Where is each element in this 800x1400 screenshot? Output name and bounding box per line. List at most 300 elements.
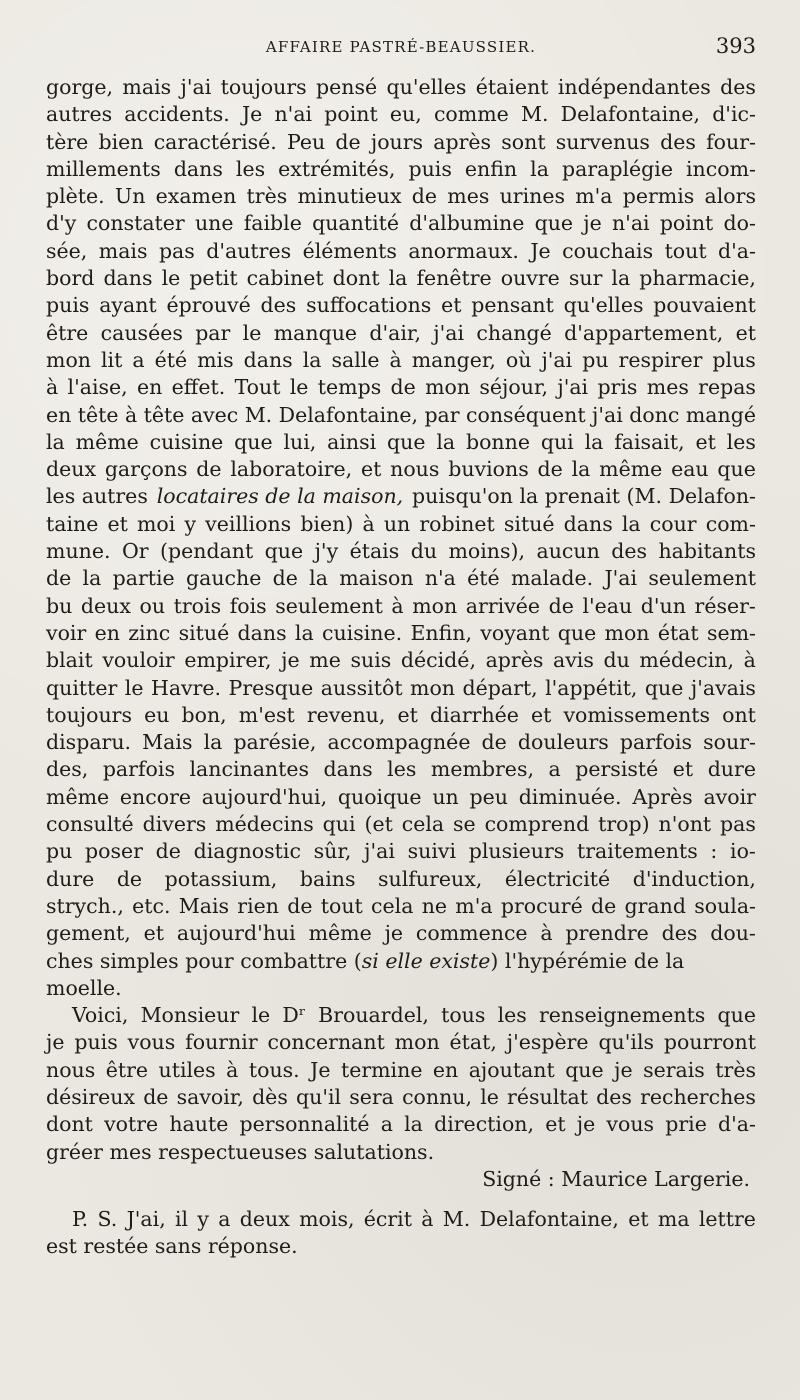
word: sulfureux, <box>378 866 483 891</box>
word: faisait, <box>614 429 685 454</box>
text-line <box>46 1002 756 1029</box>
word: soula- <box>694 893 756 918</box>
word: vomissements <box>563 702 711 727</box>
word: pensant <box>471 293 554 318</box>
word: vouloir <box>102 648 175 673</box>
word: d'appartement, <box>564 320 724 345</box>
word: bonne <box>465 429 530 454</box>
word: bien <box>98 129 144 154</box>
word: dans <box>173 156 223 181</box>
word: voyant <box>480 620 550 645</box>
text-line <box>46 756 756 783</box>
word: concernant <box>267 1030 385 1055</box>
word: deux <box>239 1207 290 1232</box>
text-line <box>46 1084 756 1111</box>
word: dans <box>103 266 153 291</box>
text-line <box>46 620 756 647</box>
word: changé <box>476 320 552 345</box>
word: d'a- <box>718 1112 756 1137</box>
word: mais <box>98 238 148 263</box>
word: potassium, <box>164 866 278 891</box>
word: accompagnée <box>327 730 471 755</box>
word: repas <box>698 375 756 400</box>
word: je <box>46 1030 65 1055</box>
word: la <box>571 457 591 482</box>
word: sera <box>349 1084 394 1109</box>
word: fois <box>229 593 267 618</box>
word: de <box>46 566 72 591</box>
word: à <box>391 593 404 618</box>
word: à <box>389 347 402 372</box>
word: n'a <box>424 566 456 591</box>
text-line-last: gréer mes respectueuses salutations. <box>46 1139 435 1164</box>
word: des <box>260 293 297 318</box>
word: m'est <box>238 702 295 727</box>
word: le <box>289 375 309 400</box>
word: je <box>583 211 602 236</box>
word: mon <box>412 593 458 618</box>
text-line <box>46 101 756 128</box>
word: donc <box>629 402 680 427</box>
word: de <box>143 1084 169 1109</box>
word: je <box>384 921 404 946</box>
word: de <box>287 893 313 918</box>
word: millements <box>46 156 161 181</box>
word: ainsi <box>327 429 377 454</box>
spacer <box>46 1193 756 1206</box>
word: membres, <box>430 757 534 782</box>
word: direction, <box>434 1112 535 1137</box>
word: étais <box>349 539 400 564</box>
word: trois <box>173 593 222 618</box>
word: procuré <box>500 893 583 918</box>
line-text-before <box>46 948 684 975</box>
word: sour- <box>703 730 756 755</box>
word: : <box>710 839 718 864</box>
word: quantité <box>312 211 399 236</box>
word: garçons <box>104 457 188 482</box>
text-line <box>46 129 756 156</box>
word: comprend <box>484 812 590 837</box>
word: veillions <box>205 511 292 536</box>
word: ne <box>421 893 448 918</box>
word: permis <box>622 184 695 209</box>
word: Dʳ <box>282 1003 306 1028</box>
word: manque <box>273 320 358 345</box>
word: a <box>218 1207 231 1232</box>
word: a <box>132 347 145 372</box>
word: respirer <box>618 347 703 372</box>
word: pu <box>46 839 73 864</box>
word: gauche <box>185 566 262 591</box>
word: où <box>505 347 532 372</box>
word: vous <box>606 1112 655 1137</box>
word: vous <box>127 1030 176 1055</box>
word: de <box>116 866 143 891</box>
text-line <box>46 702 756 729</box>
word: qu'elles <box>386 75 467 99</box>
word: j'espère <box>506 1030 589 1055</box>
word: lit <box>100 347 123 372</box>
word: voir <box>46 620 87 645</box>
text-line-last: est restée sans réponse. <box>46 1234 298 1259</box>
word: état, <box>449 1030 497 1055</box>
text-line <box>46 456 756 483</box>
word: je <box>614 1057 633 1082</box>
word: des <box>661 921 698 946</box>
word: à <box>421 1207 434 1232</box>
word: mes <box>447 184 490 209</box>
word: même <box>308 921 372 946</box>
word: y <box>197 1207 209 1232</box>
word: y <box>184 511 197 536</box>
word: j'ai <box>557 375 589 400</box>
word: avec <box>190 402 239 427</box>
word: P. <box>72 1207 89 1232</box>
word: avis <box>552 648 594 673</box>
word: ou <box>139 593 166 618</box>
word: me <box>309 648 341 673</box>
line-text-before: les autres <box>46 484 148 509</box>
word: rien <box>237 893 279 918</box>
text-line <box>46 811 756 838</box>
word: enfin <box>464 156 518 181</box>
word: taine <box>46 511 99 536</box>
word: il <box>175 1207 189 1232</box>
word: en <box>432 1057 459 1082</box>
word: pu <box>582 347 609 372</box>
word: d'air, <box>369 320 421 345</box>
word: eu <box>144 702 170 727</box>
word: j'avais <box>690 675 756 700</box>
word: ouvre <box>500 266 560 291</box>
word: suivi <box>407 839 457 864</box>
word: qui <box>540 429 574 454</box>
word: savoir, <box>176 1084 244 1109</box>
word: état <box>657 620 699 645</box>
word: termine <box>340 1057 423 1082</box>
text-line <box>46 1206 756 1233</box>
word: Mais <box>142 730 193 755</box>
word: la <box>46 429 65 454</box>
word: lettre <box>698 1207 756 1232</box>
word: moi <box>136 511 176 536</box>
word: M. <box>520 102 549 127</box>
word: j'ai <box>541 347 573 372</box>
word: (pendant <box>159 539 254 564</box>
page-number: 393 <box>715 34 756 58</box>
word: de <box>411 184 438 209</box>
word: recherches <box>640 1084 756 1109</box>
word: conséquent <box>466 402 586 427</box>
word: suis <box>350 648 392 673</box>
word: dou- <box>710 921 756 946</box>
text-line <box>46 402 756 429</box>
word: décidé, <box>400 648 476 673</box>
word: tout <box>320 893 363 918</box>
word: dure <box>46 866 95 891</box>
word: ayant <box>99 293 157 318</box>
word: seulement <box>648 566 756 591</box>
word: aujourd'hui <box>176 921 296 946</box>
word: la <box>302 347 322 372</box>
word: n'ai <box>274 102 313 127</box>
word: quitter <box>46 675 118 700</box>
text-line <box>46 347 756 374</box>
text-line <box>46 1057 756 1084</box>
word: de <box>155 839 181 864</box>
word: alors <box>704 184 756 209</box>
word: mais <box>122 75 172 99</box>
word: manger, <box>411 347 496 372</box>
word: je <box>576 1112 596 1137</box>
word: être <box>46 320 89 345</box>
word: dont <box>46 1112 93 1137</box>
signature: Signé : Maurice Largerie. <box>482 1166 750 1191</box>
word: des, <box>46 757 89 782</box>
word: une <box>194 211 234 236</box>
word: puis <box>74 1030 118 1055</box>
word: aucun <box>536 539 600 564</box>
word: paraplégie <box>561 156 673 181</box>
word: trop) <box>598 812 650 837</box>
word: dans <box>563 511 613 536</box>
word: mois, <box>299 1207 355 1232</box>
word: un <box>383 511 411 536</box>
word: plète. <box>46 184 105 209</box>
word: moins), <box>448 539 526 564</box>
word: Brouardel, <box>318 1003 429 1028</box>
word: en <box>46 402 72 427</box>
word: cuisine. <box>321 620 403 645</box>
word: cour <box>649 511 697 536</box>
word: à <box>226 1057 239 1082</box>
word: n'ont <box>658 812 712 837</box>
word: dont <box>332 266 380 291</box>
postscript <box>46 1206 756 1261</box>
text-line <box>46 292 756 319</box>
word: autres <box>46 102 113 127</box>
text-line <box>46 729 756 756</box>
word: les <box>235 156 266 181</box>
word: J'ai <box>604 566 638 591</box>
word: que <box>387 429 426 454</box>
word: survenus <box>555 129 650 154</box>
word: constater <box>86 211 185 236</box>
word: haute <box>169 1112 229 1137</box>
word: divers <box>142 812 207 837</box>
word: mangé <box>685 402 756 427</box>
word: toujours <box>220 75 307 99</box>
word: que <box>534 211 574 236</box>
word: tous <box>441 1003 486 1028</box>
text-line-italic <box>46 948 756 975</box>
text-line <box>46 156 756 183</box>
word: de <box>537 457 563 482</box>
text-line <box>46 784 756 811</box>
word: qui <box>322 812 356 837</box>
word: Un <box>114 184 146 209</box>
word: renseignements <box>539 1003 706 1028</box>
word: à <box>540 921 553 946</box>
word: lancinantes <box>189 757 310 782</box>
word: tout <box>664 238 707 263</box>
word: très <box>715 1057 756 1082</box>
line-text-italic: si elle existe <box>361 948 491 973</box>
word: mes <box>646 375 689 400</box>
word: peu <box>469 784 508 809</box>
word: ma <box>657 1207 690 1232</box>
word: mon <box>394 1030 440 1055</box>
word: nous <box>390 457 440 482</box>
word: Delafontaine, <box>278 402 418 427</box>
word: à <box>124 402 138 427</box>
word: pouvaient <box>653 293 756 318</box>
word: que <box>234 429 273 454</box>
word: petit <box>189 266 238 291</box>
word: salle <box>331 347 380 372</box>
word: dans <box>237 620 287 645</box>
word: à <box>743 648 756 673</box>
word: d'y <box>46 211 77 236</box>
text-line <box>46 565 756 592</box>
text-line <box>46 374 756 401</box>
word: l'eau <box>582 593 633 618</box>
word: toujours <box>46 702 133 727</box>
word: de <box>335 129 361 154</box>
word: même <box>75 429 139 454</box>
word: do- <box>723 211 756 236</box>
word: anormaux. <box>408 238 519 263</box>
word: Je <box>310 1057 331 1082</box>
word: Je <box>530 238 551 263</box>
text-line <box>46 647 756 674</box>
word: personnalité <box>239 1112 370 1137</box>
word: M. <box>244 402 273 427</box>
word: sem- <box>706 620 756 645</box>
word: M. <box>442 1207 471 1232</box>
word: aujourd'hui, <box>201 784 328 809</box>
word: mon <box>604 620 650 645</box>
word: et <box>360 457 382 482</box>
word: réser- <box>694 593 756 618</box>
word: partie <box>112 566 175 591</box>
word: sur <box>568 266 603 291</box>
word: S. <box>97 1207 118 1232</box>
text-line <box>46 1111 756 1138</box>
word: cabinet <box>246 266 324 291</box>
word: sûr, <box>313 839 352 864</box>
word: point <box>659 211 714 236</box>
word: point <box>324 102 378 127</box>
word: médecins <box>215 812 314 837</box>
word: consulté <box>46 812 134 837</box>
text-line-last: moelle. <box>46 975 122 1000</box>
word: laboratoire, <box>230 457 353 482</box>
word: et <box>441 293 462 318</box>
word: mon <box>46 347 91 372</box>
text-line <box>46 210 756 237</box>
word: en <box>137 375 163 400</box>
word: pensé <box>316 75 378 99</box>
word: Tout <box>234 375 281 400</box>
word: la <box>436 429 456 454</box>
text-line <box>46 74 756 101</box>
word: la <box>82 566 102 591</box>
word: des <box>611 539 648 564</box>
word: malade. <box>510 566 594 591</box>
running-title: AFFAIRE PASTRÉ-BEAUSSIER. <box>265 38 537 56</box>
word: caractérisé. <box>153 129 277 154</box>
word: diminuée. <box>518 784 622 809</box>
word: électricité <box>504 866 611 891</box>
word: aussitôt <box>320 675 403 700</box>
word: dans <box>323 757 373 782</box>
word: la <box>294 620 314 645</box>
word: faible <box>243 211 302 236</box>
word: et <box>530 702 552 727</box>
text-line <box>46 866 756 893</box>
word: et <box>545 1112 566 1137</box>
word: fournir <box>185 1030 258 1055</box>
word: après <box>485 648 544 673</box>
word: temps <box>317 375 382 400</box>
word: pas <box>158 238 195 263</box>
word: Presque <box>228 675 314 700</box>
word: Enfin, <box>410 620 472 645</box>
word: j'ai <box>364 839 395 864</box>
word: Après <box>632 784 693 809</box>
word: indépendantes <box>557 75 711 99</box>
word: persisté <box>575 757 659 782</box>
word: quoique <box>337 784 422 809</box>
word: très <box>246 184 288 209</box>
word: j'y <box>314 539 339 564</box>
word: dans <box>243 347 293 372</box>
word: traitements <box>577 839 698 864</box>
word: empirer, <box>184 648 272 673</box>
word: j'ai <box>180 75 212 99</box>
word: prendre <box>565 921 649 946</box>
word: jours <box>370 129 424 154</box>
word: deux <box>80 593 131 618</box>
word: pas <box>720 812 756 837</box>
word: du <box>410 539 438 564</box>
word: incom- <box>686 156 756 181</box>
word: tête <box>77 402 119 427</box>
word: plusieurs <box>468 839 565 864</box>
word: buvions <box>448 457 529 482</box>
word: deux <box>46 457 97 482</box>
word: Mais <box>178 893 230 918</box>
word: eu, <box>389 102 422 127</box>
word: l'aise, <box>67 375 128 400</box>
word: de <box>272 566 298 591</box>
word: lui, <box>283 429 317 454</box>
word: Monsieur <box>140 1003 240 1028</box>
word: qu'ils <box>598 1030 655 1055</box>
text-line <box>46 838 756 865</box>
text-line <box>46 320 756 347</box>
word: (et <box>364 812 393 837</box>
word: la <box>611 266 631 291</box>
word: le <box>480 1084 499 1109</box>
word: été <box>154 347 188 372</box>
word: tête <box>143 402 185 427</box>
word: Delafontaine, <box>479 1207 619 1232</box>
word: ajoutant <box>468 1057 555 1082</box>
word: de <box>196 457 222 482</box>
